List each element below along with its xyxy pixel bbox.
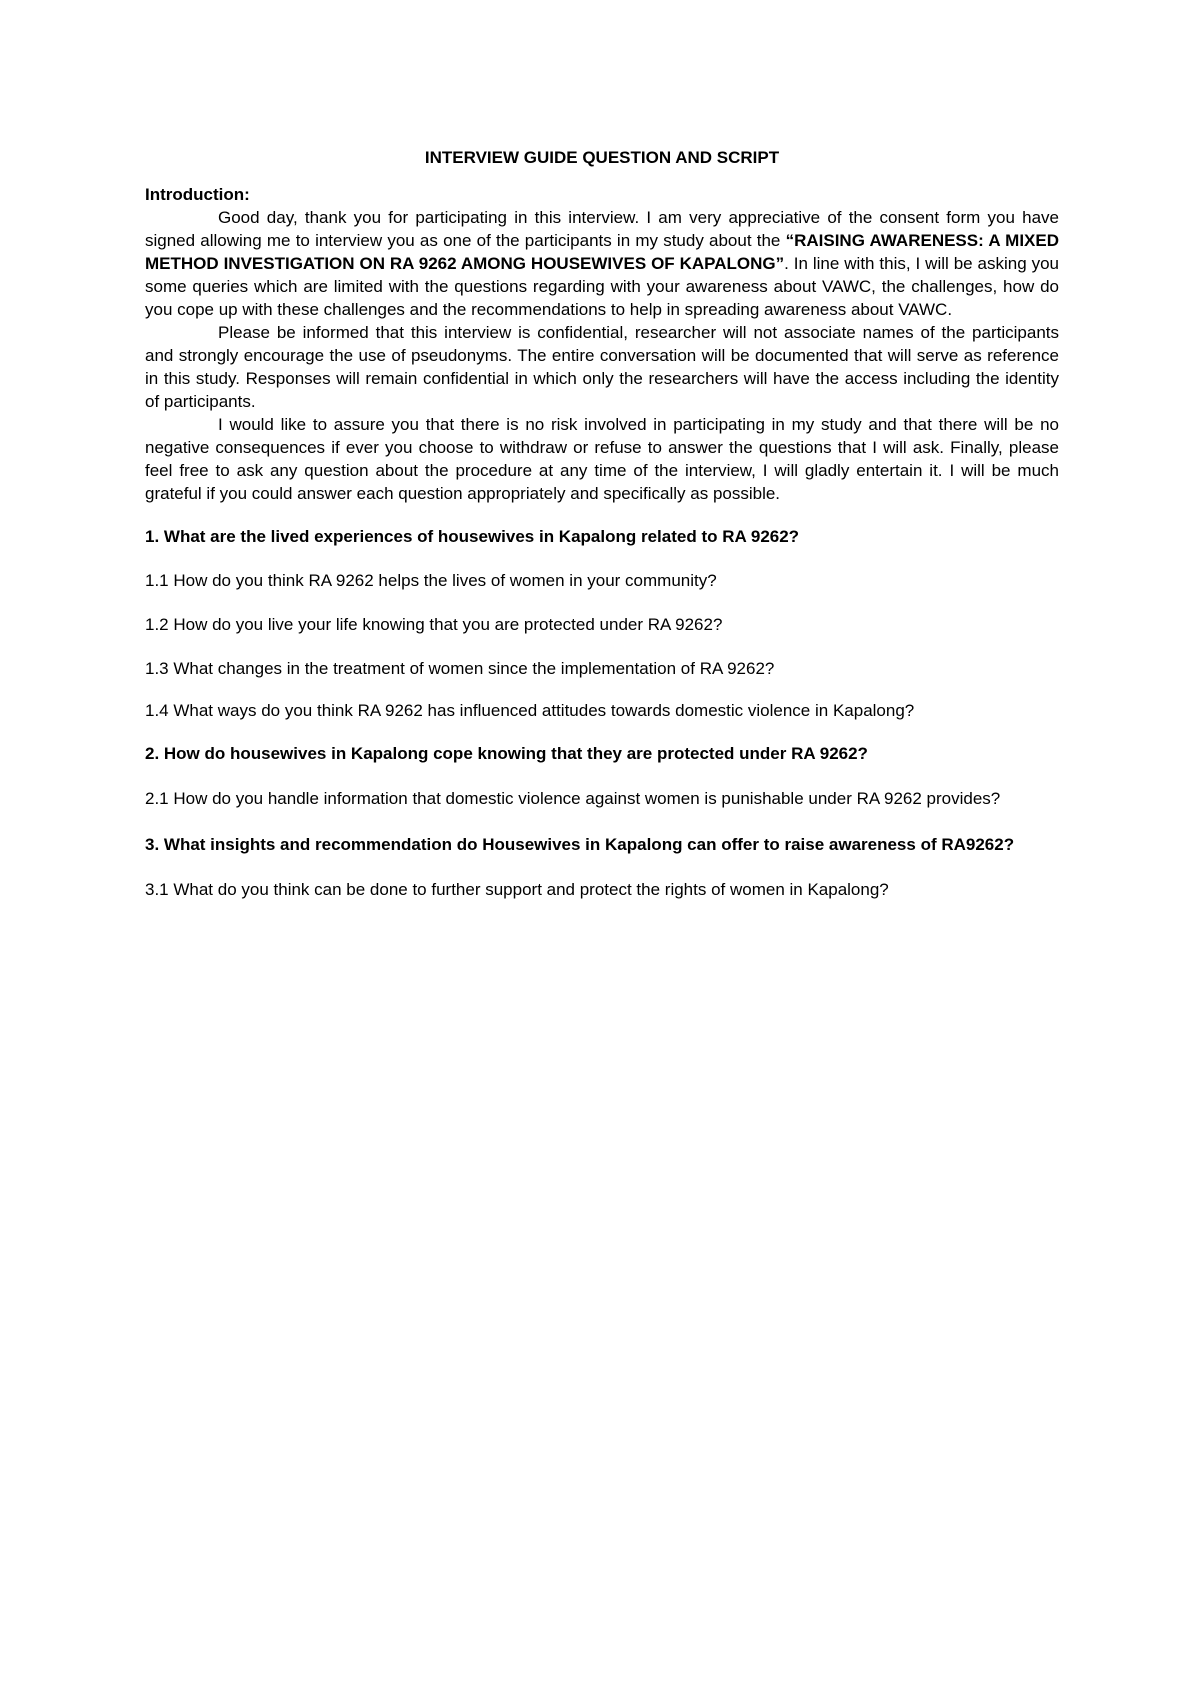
- question-1-2: 1.2 How do you live your life knowing that you are protected under RA 9262?: [145, 615, 723, 634]
- question-2-heading: 2. How do housewives in Kapalong cope knowing that they are protected under RA 9262?: [145, 744, 868, 763]
- intro-paragraph-3: I would like to assure you that there is no risk involved in participating in my study and that there will be no negative consequences if ever you choose to withdraw or refuse to answer the questions that I will ask. Finally, please feel free to ask any question about the procedure at any time of the interview, I will gladly entertain it. I will be much grateful if you could answer each question appropriately and specifically as possible.: [145, 415, 1059, 503]
- document-page: [145, 146, 1059, 901]
- question-1-3: 1.3 What changes in the treatment of women since the implementation of RA 9262?: [145, 659, 775, 678]
- question-1-1: 1.1 How do you think RA 9262 helps the lives of women in your community?: [145, 571, 717, 590]
- question-2-1: 2.1 How do you handle information that domestic violence against women is punishable under RA 9262 provides?: [145, 789, 1001, 808]
- document-title: INTERVIEW GUIDE QUESTION AND SCRIPT: [424, 148, 780, 167]
- intro-paragraph-2: Please be informed that this interview is confidential, researcher will not associate names of the participants and strongly encourage the use of pseudonyms. The entire conversation will be documented that will serve as reference in this study. Responses will remain confidential in which only the researchers will have the access including the identity of participants.: [145, 323, 1059, 411]
- question-1-heading: 1. What are the lived experiences of housewives in Kapalong related to RA 9262?: [145, 527, 800, 546]
- intro-paragraph-1: [145, 206, 1059, 321]
- introduction-heading: Introduction:: [145, 185, 250, 204]
- intro-paragraph-1-post: . In line with this, I will be asking you some queries which are limited with the questions regarding with your awareness about VAWC, the challenges, how do you cope up with these challenges and the recommendations to help in spreading awareness about VAWC.: [145, 254, 1059, 319]
- intro-paragraph-1-pre: Good day, thank you for participating in this interview. I am very appreciative of the consent form you have signed allowing me to interview you as one of the participants in my study about the: [145, 208, 1059, 250]
- question-3-1: 3.1 What do you think can be done to further support and protect the rights of women in Kapalong?: [145, 880, 889, 899]
- question-3-heading: 3. What insights and recommendation do Housewives in Kapalong can offer to raise awareness of RA9262?: [145, 835, 1015, 854]
- question-1-4: 1.4 What ways do you think RA 9262 has influenced attitudes towards domestic violence in Kapalong?: [145, 701, 915, 720]
- study-title: “RAISING AWARENESS: A MIXED METHOD INVESTIGATION ON RA 9262 AMONG HOUSEWIVES OF KAPALONG”: [145, 231, 1059, 273]
